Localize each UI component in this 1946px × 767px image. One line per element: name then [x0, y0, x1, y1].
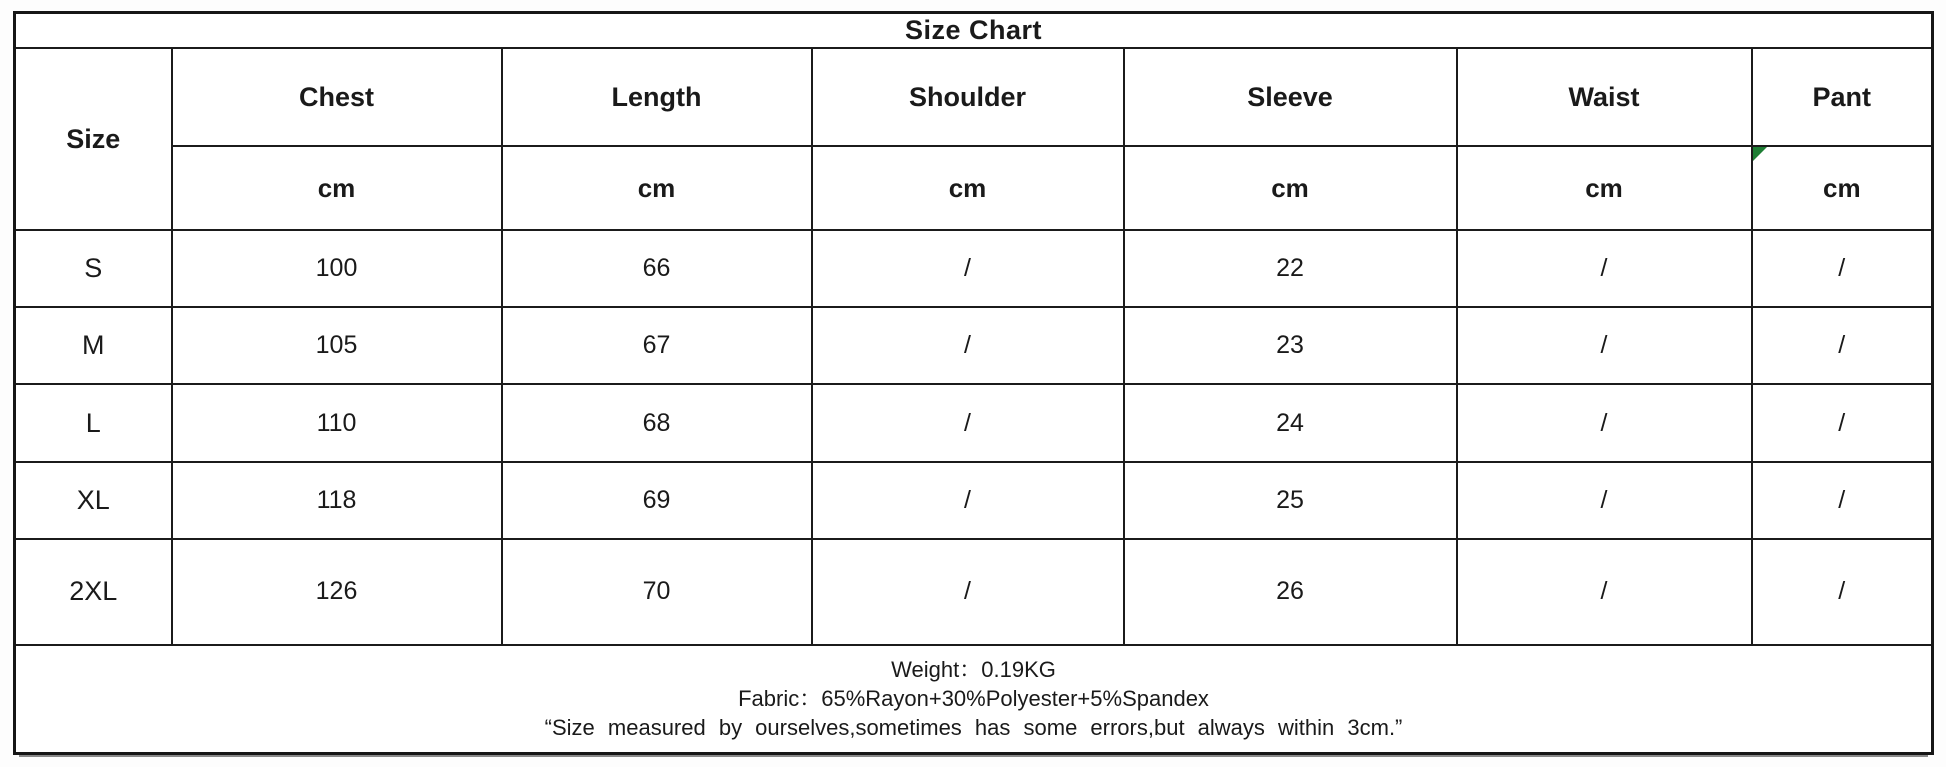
footer-cell: [15, 645, 1933, 754]
column-header-shoulder: Shoulder: [812, 48, 1124, 146]
cell-waist: /: [1457, 384, 1752, 461]
unit-pant-label: cm: [1822, 172, 1861, 203]
cell-sleeve: 23: [1124, 307, 1457, 384]
cell-sleeve: 22: [1124, 230, 1457, 307]
cell-chest: 126: [172, 539, 502, 645]
cell-chest: 100: [172, 230, 502, 307]
cell-chest: 110: [172, 384, 502, 461]
cell-length: 69: [502, 462, 812, 539]
cell-pant: /: [1752, 307, 1933, 384]
cell-length: 68: [502, 384, 812, 461]
cell-length: 70: [502, 539, 812, 645]
unit-shoulder: cm: [812, 146, 1124, 230]
unit-row: [15, 146, 1933, 230]
cell-chest: 105: [172, 307, 502, 384]
unit-pant: [1752, 146, 1933, 230]
cell-sleeve: 24: [1124, 384, 1457, 461]
size-label: L: [15, 384, 172, 461]
cell-pant: /: [1752, 384, 1933, 461]
table-row-m: [15, 307, 1933, 384]
cell-length: 66: [502, 230, 812, 307]
table-row-s: [15, 230, 1933, 307]
cell-shoulder: /: [812, 384, 1124, 461]
unit-length: cm: [502, 146, 812, 230]
size-label: XL: [15, 462, 172, 539]
header-row: [15, 48, 1933, 146]
column-header-sleeve: Sleeve: [1124, 48, 1457, 146]
green-corner-marker-icon: [1753, 147, 1767, 161]
unit-chest: cm: [172, 146, 502, 230]
cell-sleeve: 25: [1124, 462, 1457, 539]
column-header-size: Size: [15, 48, 172, 230]
cell-sleeve: 26: [1124, 539, 1457, 645]
fabric-text: Fabric：65%Rayon+30%Polyester+5%Spandex: [738, 686, 1209, 712]
cell-length: 67: [502, 307, 812, 384]
title-row: [15, 13, 1933, 49]
column-header-length: Length: [502, 48, 812, 146]
size-label: S: [15, 230, 172, 307]
column-header-pant: Pant: [1752, 48, 1933, 146]
cell-shoulder: /: [812, 539, 1124, 645]
weight-text: Weight：0.19KG: [891, 657, 1056, 683]
table-row-2xl: [15, 539, 1933, 645]
size-chart-table: [13, 11, 1934, 755]
column-header-waist: Waist: [1457, 48, 1752, 146]
size-disclaimer-text: “Size measured by ourselves,sometimes has some errors,but always within 3cm.”: [544, 715, 1403, 741]
page-title: Size Chart: [15, 13, 1933, 49]
table-row-l: [15, 384, 1933, 461]
cell-waist: /: [1457, 462, 1752, 539]
cell-shoulder: /: [812, 307, 1124, 384]
size-label: M: [15, 307, 172, 384]
footer-row: [15, 645, 1933, 754]
cell-pant: /: [1752, 462, 1933, 539]
cell-shoulder: /: [812, 462, 1124, 539]
cell-waist: /: [1457, 307, 1752, 384]
cell-pant: /: [1752, 539, 1933, 645]
table-row-xl: [15, 462, 1933, 539]
cell-waist: /: [1457, 230, 1752, 307]
cell-chest: 118: [172, 462, 502, 539]
size-label: 2XL: [15, 539, 172, 645]
unit-sleeve: cm: [1124, 146, 1457, 230]
cell-pant: /: [1752, 230, 1933, 307]
column-header-chest: Chest: [172, 48, 502, 146]
cell-shoulder: /: [812, 230, 1124, 307]
unit-waist: cm: [1457, 146, 1752, 230]
cell-waist: /: [1457, 539, 1752, 645]
